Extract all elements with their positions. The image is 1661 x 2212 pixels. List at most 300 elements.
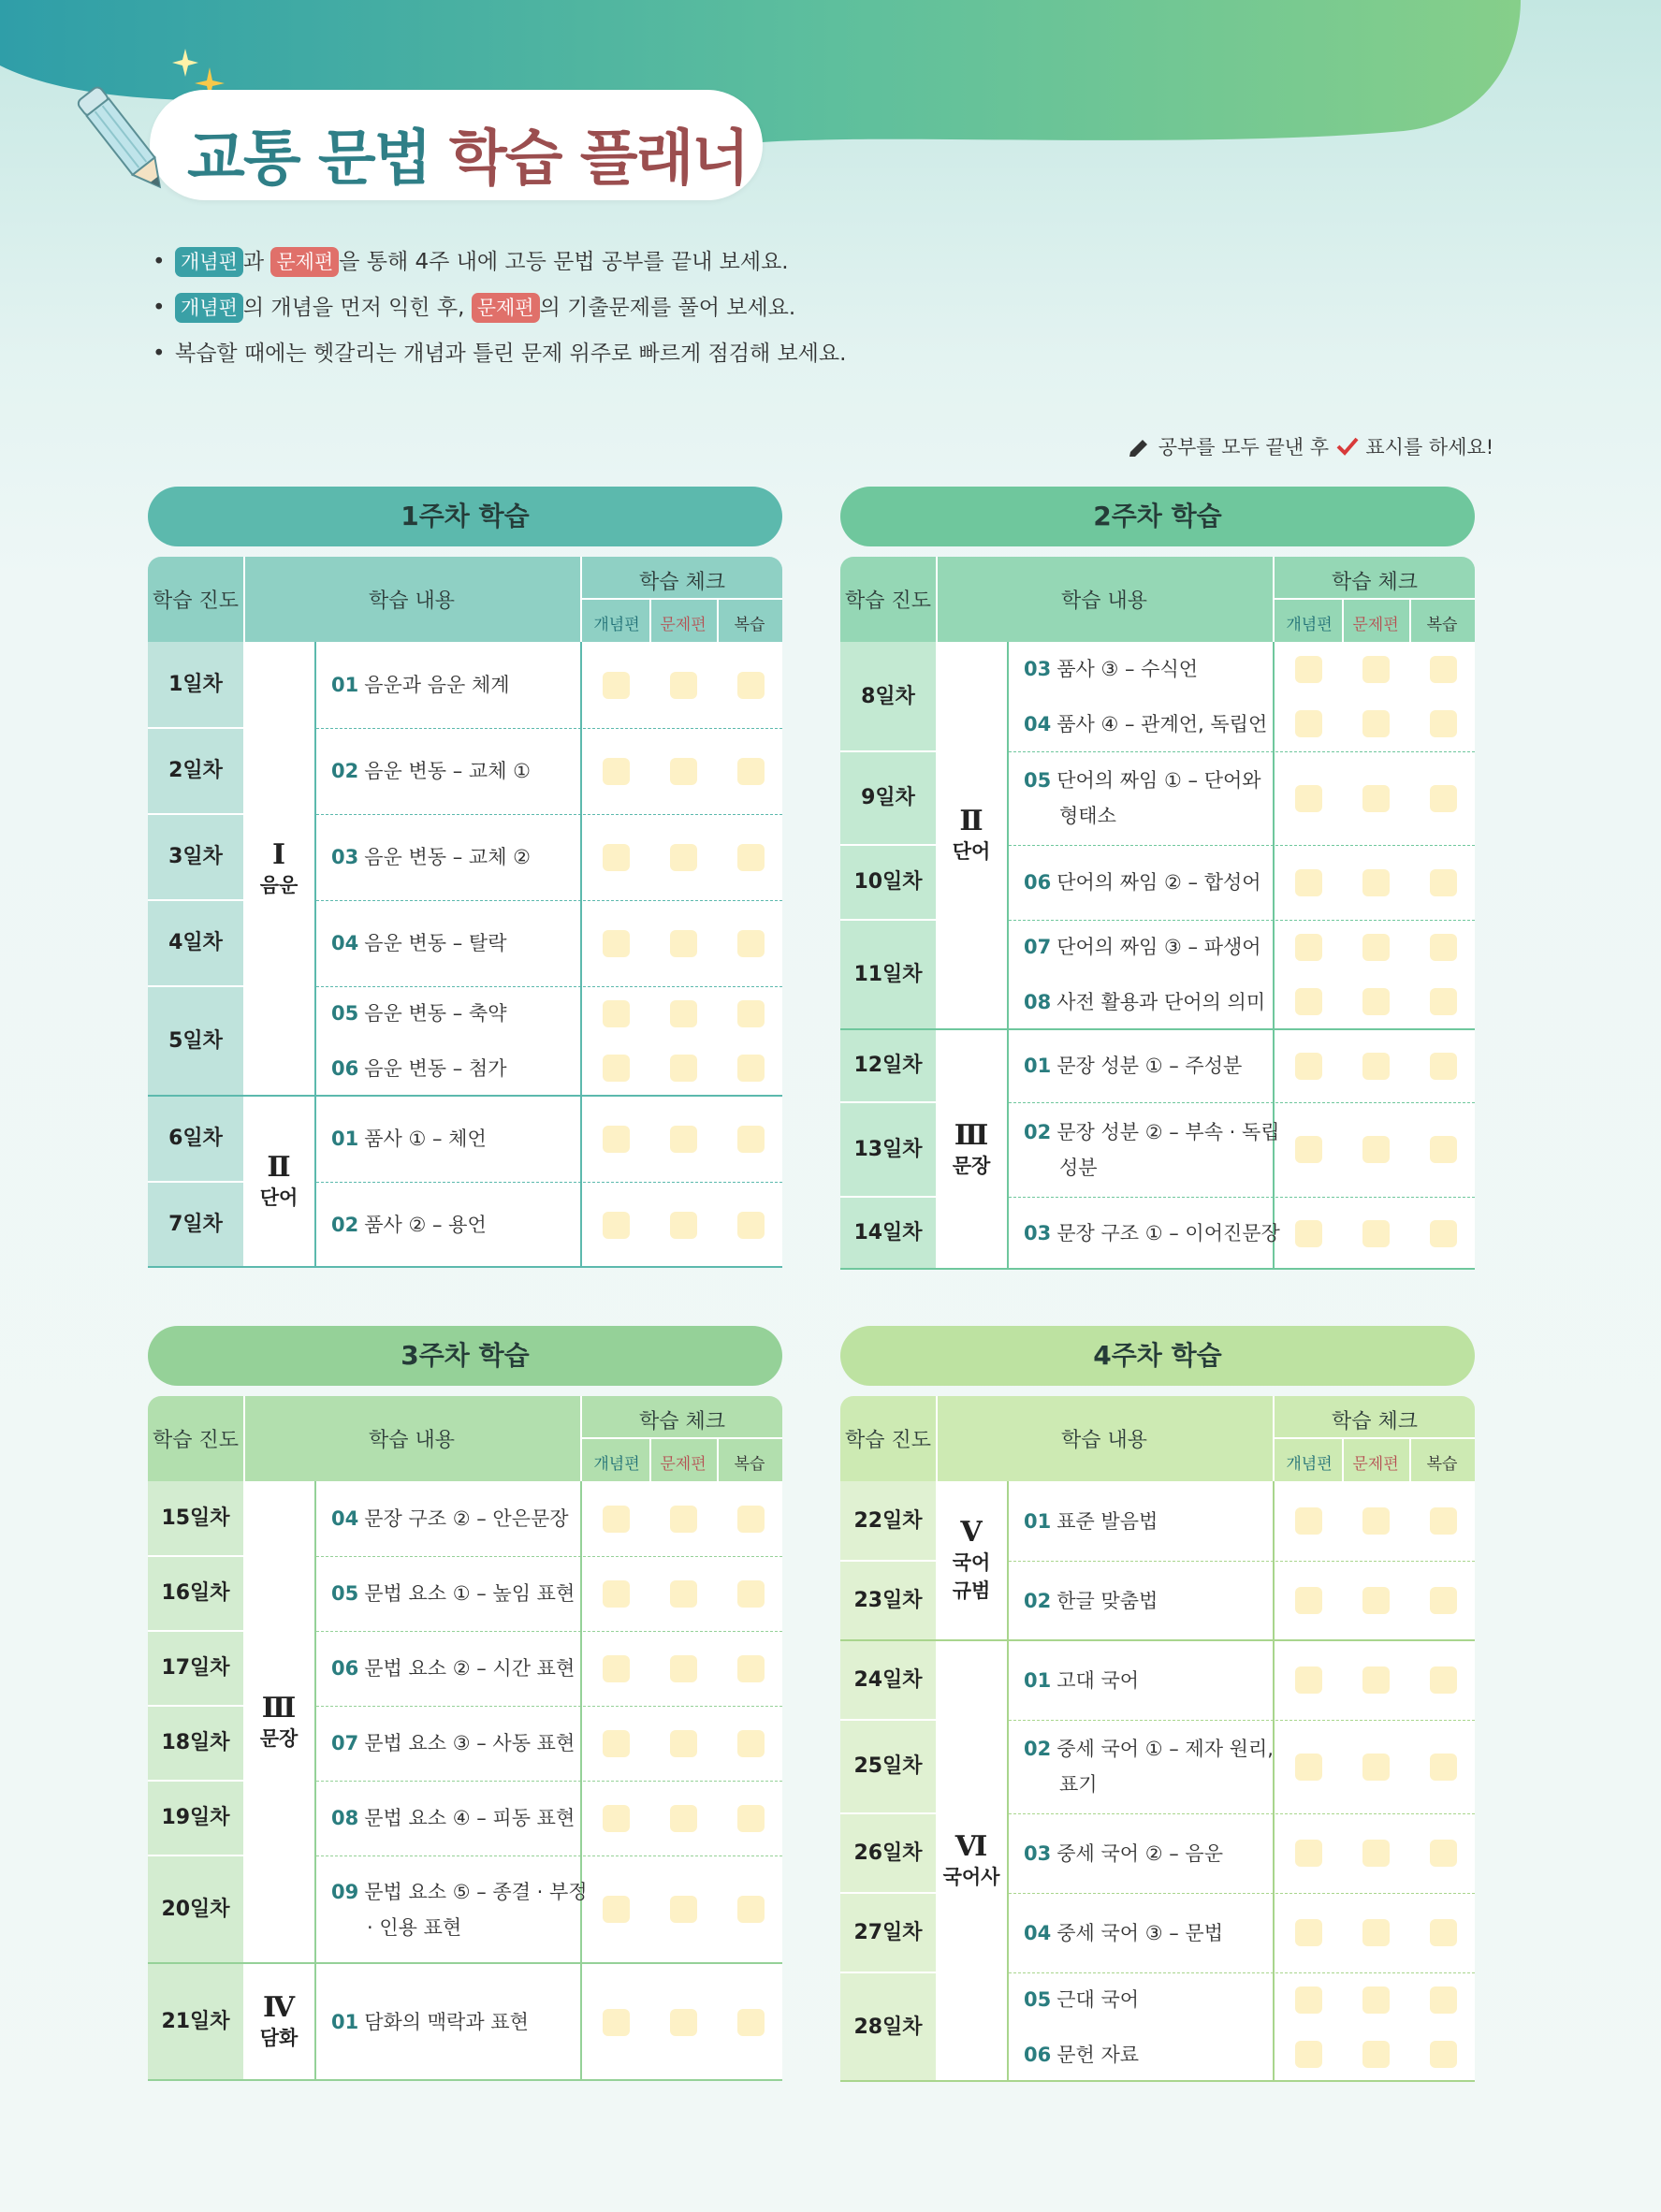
header-content: 학습 내용 [368, 1429, 455, 1452]
lesson-title: 담화의 맥락과 표현 [364, 2011, 529, 2033]
unit-name: 국어 [952, 1551, 991, 1574]
week-4-section [840, 1326, 1475, 2066]
lesson-item [1024, 2037, 1139, 2073]
problem-checkbox[interactable] [1362, 1666, 1390, 1694]
concept-checkbox[interactable] [1295, 1754, 1322, 1781]
day-cell: 11일차 [853, 963, 923, 986]
problem-checkbox[interactable] [670, 844, 697, 871]
header-divider [1342, 1439, 1344, 1481]
header-divider [649, 1439, 651, 1481]
concept-checkbox[interactable] [603, 1896, 630, 1923]
table-body [840, 1481, 1475, 2082]
day-cell: 8일차 [861, 685, 915, 708]
lesson-number: 02 [331, 1214, 359, 1236]
day-cell: 26일차 [853, 1841, 923, 1865]
week-title: 1주차 학습 [148, 487, 782, 546]
review-checkbox[interactable] [1430, 1220, 1457, 1247]
lesson-item [331, 753, 531, 789]
review-checkbox[interactable] [737, 2009, 765, 2036]
day-separator [148, 899, 243, 901]
problem-checkbox[interactable] [670, 1126, 697, 1153]
intro-text: 을 통해 4주 내에 고등 문법 공부를 끝내 보세요. [339, 250, 789, 274]
lesson-title-cont: 형태소 [1059, 805, 1116, 827]
header-concept: 개념편 [1286, 616, 1333, 634]
row-separator [316, 1781, 782, 1782]
problem-checkbox[interactable] [1362, 1507, 1390, 1535]
lesson-title: 문법 요소 ⑤ – 종결 · 부정 [364, 1880, 588, 1903]
row-separator [316, 1556, 782, 1557]
day-cell: 19일차 [161, 1806, 230, 1829]
day-separator [148, 1780, 243, 1782]
table-body [148, 642, 782, 1268]
lesson-title: 음운 변동 – 축약 [364, 1002, 507, 1026]
intro-item-1: • 개념편 과 문제편 을 통해 4주 내에 고등 문법 공부를 끝내 보세요. [153, 240, 1275, 285]
day-cell: 21일차 [161, 2010, 230, 2033]
problem-checkbox[interactable] [1362, 1136, 1390, 1163]
row-separator [1009, 1813, 1475, 1814]
problem-checkbox[interactable] [1362, 1754, 1390, 1781]
header-divider [1409, 1439, 1411, 1481]
day-cell: 28일차 [853, 2016, 923, 2039]
header-problem: 문제편 [1352, 616, 1399, 634]
row-separator [1009, 920, 1475, 921]
header-concept: 개념편 [593, 616, 640, 634]
day-separator [148, 1855, 243, 1856]
lesson-item [331, 1874, 588, 1945]
lesson-item [1024, 1048, 1242, 1084]
lesson-item [1024, 1583, 1158, 1619]
problem-checkbox[interactable] [1362, 1220, 1390, 1247]
checkmark-icon [1335, 436, 1360, 457]
page-title [187, 110, 748, 196]
day-separator [840, 1892, 936, 1894]
lesson-item [331, 667, 510, 703]
lesson-title: 품사 ① – 체언 [364, 1128, 487, 1150]
lesson-title: 문장 구조 ② – 안은문장 [364, 1507, 569, 1530]
header-review: 복습 [734, 616, 765, 634]
review-checkbox[interactable] [737, 1655, 765, 1682]
lesson-title: 문법 요소 ① – 높임 표현 [364, 1582, 576, 1605]
lesson-item [331, 1207, 487, 1243]
day-separator [840, 919, 936, 921]
row-separator [1009, 1893, 1475, 1894]
review-checkbox[interactable] [737, 930, 765, 957]
unit-name: 국어사 [942, 1866, 1000, 1888]
header-check: 학습 체크 [1331, 571, 1418, 594]
day-cell: 2일차 [168, 759, 223, 782]
header-divider [1275, 1437, 1475, 1439]
concept-checkbox[interactable] [1295, 656, 1322, 683]
concept-checkbox[interactable] [603, 844, 630, 871]
table-body [840, 642, 1475, 1270]
lesson-title: 사전 활용과 단어의 의미 [1056, 990, 1266, 1013]
concept-checkbox[interactable] [1295, 1919, 1322, 1946]
unit-numeral: Ⅲ [261, 1691, 297, 1724]
concept-checkbox[interactable] [603, 672, 630, 699]
unit-cell [936, 1029, 1007, 1270]
intro-item-2: • 개념편 의 개념을 먼저 익힌 후, 문제편 의 기출문제를 풀어 보세요. [153, 285, 1275, 331]
lesson-title: 중세 국어 ② – 음운 [1056, 1841, 1223, 1865]
lesson-number: 03 [1024, 1841, 1052, 1865]
lesson-item [331, 1051, 506, 1086]
header-concept: 개념편 [593, 1455, 640, 1474]
unit-numeral: Ⅴ [960, 1516, 983, 1549]
intro-text: 복습할 때에는 헷갈리는 개념과 틀린 문제 위주로 빠르게 점검해 보세요. [175, 342, 847, 366]
problem-checkbox[interactable] [1362, 934, 1390, 961]
concept-checkbox[interactable] [1295, 1587, 1322, 1614]
problem-tag: 문제편 [270, 247, 339, 277]
concept-checkbox[interactable] [603, 1580, 630, 1608]
intro-text: 과 [242, 250, 271, 274]
unit-name: 문장 [952, 1154, 991, 1177]
review-checkbox[interactable] [737, 1805, 765, 1832]
review-checkbox[interactable] [1430, 1666, 1457, 1694]
lesson-title: 음운 변동 – 탈락 [364, 932, 507, 954]
lesson-item [331, 2004, 529, 2040]
lesson-item [331, 996, 506, 1031]
problem-checkbox[interactable] [670, 1730, 697, 1757]
problem-tag: 문제편 [472, 293, 540, 323]
intro-text: 의 개념을 먼저 익힌 후, [242, 296, 472, 320]
review-checkbox[interactable] [737, 844, 765, 871]
day-cell: 17일차 [161, 1656, 230, 1680]
table-header [148, 557, 782, 642]
lesson-number: 08 [1024, 990, 1052, 1013]
lesson-title: 품사 ③ – 수식언 [1056, 658, 1199, 681]
lesson-number: 02 [331, 760, 359, 782]
day-cell: 15일차 [161, 1506, 230, 1530]
lesson-number: 05 [331, 1582, 359, 1605]
lesson-number: 01 [1024, 1055, 1052, 1077]
problem-checkbox[interactable] [670, 1805, 697, 1832]
header-divider [582, 1437, 782, 1439]
problem-checkbox[interactable] [670, 672, 697, 699]
lesson-title: 음운 변동 – 첨가 [364, 1056, 507, 1080]
problem-checkbox[interactable] [670, 1580, 697, 1608]
row-separator [1009, 1561, 1475, 1562]
lesson-number: 06 [331, 1056, 359, 1080]
unit-numeral: Ⅱ [959, 805, 983, 837]
row-separator [1009, 1197, 1475, 1198]
week-title: 3주차 학습 [148, 1326, 782, 1386]
review-checkbox[interactable] [1430, 785, 1457, 812]
pencil-icon [73, 73, 176, 204]
concept-checkbox[interactable] [603, 758, 630, 785]
concept-checkbox[interactable] [1295, 1666, 1322, 1694]
concept-checkbox[interactable] [1295, 869, 1322, 896]
unit-divider [314, 642, 316, 1268]
review-checkbox[interactable] [737, 1896, 765, 1923]
problem-checkbox[interactable] [1362, 1919, 1390, 1946]
day-separator [840, 1812, 936, 1814]
unit-numeral: Ⅳ [262, 1991, 296, 2024]
problem-checkbox[interactable] [670, 1000, 697, 1027]
day-separator [148, 985, 243, 987]
lesson-title: 단어의 짜임 ③ – 파생어 [1056, 936, 1261, 959]
header-divider [243, 557, 245, 642]
lesson-item [1024, 929, 1261, 965]
lesson-item [331, 839, 531, 875]
header-progress: 학습 진도 [844, 1429, 931, 1452]
review-checkbox[interactable] [1430, 1919, 1457, 1946]
concept-checkbox[interactable] [603, 1055, 630, 1082]
lesson-item [1024, 1836, 1223, 1871]
problem-checkbox[interactable] [1362, 869, 1390, 896]
review-checkbox[interactable] [1430, 1840, 1457, 1867]
header-progress: 학습 진도 [844, 589, 931, 613]
concept-checkbox[interactable] [603, 1212, 630, 1239]
problem-checkbox[interactable] [670, 1655, 697, 1682]
table-header [148, 1396, 782, 1481]
row-separator [1009, 1720, 1475, 1721]
problem-checkbox[interactable] [1362, 1986, 1390, 2014]
unit-cell [936, 1640, 1007, 2082]
problem-checkbox[interactable] [670, 1212, 697, 1239]
day-cell: 25일차 [853, 1754, 923, 1778]
lesson-item [1024, 1504, 1158, 1539]
review-checkbox[interactable] [1430, 1507, 1457, 1535]
problem-checkbox[interactable] [1362, 1840, 1390, 1867]
row-separator [1009, 1972, 1475, 1973]
problem-checkbox[interactable] [670, 1506, 697, 1533]
day-separator [840, 1972, 936, 1973]
problem-checkbox[interactable] [1362, 2041, 1390, 2068]
lesson-number: 06 [1024, 2043, 1052, 2066]
review-checkbox[interactable] [737, 1730, 765, 1757]
concept-checkbox[interactable] [603, 930, 630, 957]
lesson-number: 03 [1024, 658, 1052, 681]
review-checkbox[interactable] [1430, 1986, 1457, 2014]
concept-checkbox[interactable] [603, 1000, 630, 1027]
header-progress: 학습 진도 [152, 1429, 239, 1452]
concept-checkbox[interactable] [603, 2009, 630, 2036]
lesson-number: 07 [1024, 936, 1052, 959]
day-separator [840, 750, 936, 752]
day-cell: 20일차 [161, 1898, 230, 1921]
day-cell: 12일차 [853, 1054, 923, 1077]
lesson-number: 07 [331, 1732, 359, 1754]
table-body [148, 1481, 782, 2081]
concept-checkbox[interactable] [1295, 1136, 1322, 1163]
problem-checkbox[interactable] [670, 758, 697, 785]
problem-checkbox[interactable] [1362, 785, 1390, 812]
concept-checkbox[interactable] [1295, 785, 1322, 812]
lesson-item [1024, 706, 1267, 742]
lesson-item [1024, 1215, 1280, 1251]
review-checkbox[interactable] [1430, 1754, 1457, 1781]
lesson-item [331, 1800, 575, 1836]
lesson-title: 음운 변동 – 교체 ① [364, 760, 531, 782]
week-title: 2주차 학습 [840, 487, 1475, 546]
header-problem: 문제편 [660, 616, 707, 634]
problem-checkbox[interactable] [1362, 1053, 1390, 1080]
week-1-section [148, 487, 782, 1236]
problem-checkbox[interactable] [670, 1055, 697, 1082]
review-checkbox[interactable] [737, 1212, 765, 1239]
header-review: 복습 [734, 1455, 765, 1474]
lesson-title: 문장 성분 ② – 부속 · 독립 [1056, 1120, 1280, 1143]
header-divider [582, 598, 782, 600]
lesson-number: 01 [331, 1128, 359, 1150]
lesson-item [1024, 1114, 1280, 1186]
problem-checkbox[interactable] [1362, 1587, 1390, 1614]
unit-divider [1007, 1481, 1009, 2082]
concept-checkbox[interactable] [603, 1506, 630, 1533]
concept-checkbox[interactable] [603, 1805, 630, 1832]
concept-checkbox[interactable] [603, 1655, 630, 1682]
day-separator [148, 813, 243, 815]
unit-cell [243, 1096, 314, 1268]
row-separator [1009, 1102, 1475, 1103]
note-text-before: 공부를 모두 끝낸 후 [1158, 436, 1330, 458]
header-divider [1275, 598, 1475, 600]
day-cell: 6일차 [168, 1127, 223, 1150]
lesson-title: 중세 국어 ① – 제자 원리, [1056, 1738, 1274, 1760]
lesson-item [331, 925, 506, 961]
title-part1: 교통 문법 [187, 124, 430, 194]
lesson-item [1024, 1982, 1139, 2017]
lesson-number: 03 [1024, 1222, 1052, 1244]
day-cell: 5일차 [168, 1029, 223, 1053]
lesson-title: 음운 변동 – 교체 ② [364, 846, 531, 868]
row-separator [316, 1855, 782, 1856]
day-cell: 27일차 [853, 1921, 923, 1944]
week-title: 4주차 학습 [840, 1326, 1475, 1386]
review-checkbox[interactable] [1430, 934, 1457, 961]
day-cell: 14일차 [853, 1221, 923, 1244]
review-checkbox[interactable] [737, 1506, 765, 1533]
review-checkbox[interactable] [1430, 656, 1457, 683]
day-cell: 24일차 [853, 1668, 923, 1692]
review-checkbox[interactable] [1430, 1587, 1457, 1614]
problem-checkbox[interactable] [670, 930, 697, 957]
concept-tag: 개념편 [175, 293, 243, 323]
day-separator [840, 1719, 936, 1721]
review-checkbox[interactable] [1430, 1136, 1457, 1163]
unit-numeral: Ⅲ [954, 1118, 989, 1152]
review-checkbox[interactable] [737, 758, 765, 785]
header-problem: 문제편 [660, 1455, 707, 1474]
header-divider [1409, 600, 1411, 642]
header-problem: 문제편 [1352, 1455, 1399, 1474]
lesson-title: 표준 발음법 [1056, 1509, 1158, 1533]
header-divider [1342, 600, 1344, 642]
lesson-number: 06 [331, 1657, 359, 1680]
review-checkbox[interactable] [1430, 869, 1457, 896]
lesson-number: 08 [331, 1807, 359, 1829]
lesson-title-cont: 성분 [1059, 1156, 1098, 1179]
lesson-title: 음운과 음운 체계 [364, 674, 510, 696]
review-checkbox[interactable] [737, 1055, 765, 1082]
lesson-number: 04 [1024, 1921, 1052, 1944]
review-checkbox[interactable] [737, 1580, 765, 1608]
lesson-title: 문법 요소 ④ – 피동 표현 [364, 1807, 576, 1829]
review-checkbox[interactable] [1430, 988, 1457, 1015]
day-cell: 16일차 [161, 1581, 230, 1605]
concept-checkbox[interactable] [1295, 1053, 1322, 1080]
concept-checkbox[interactable] [1295, 988, 1322, 1015]
lesson-item [331, 1576, 575, 1611]
lesson-item [1024, 1731, 1274, 1802]
review-checkbox[interactable] [1430, 1053, 1457, 1080]
lesson-item [331, 1725, 575, 1761]
day-cell: 4일차 [168, 931, 223, 954]
row-separator [316, 1182, 782, 1183]
problem-checkbox[interactable] [670, 2009, 697, 2036]
lesson-number: 04 [331, 932, 359, 954]
lesson-title: 근대 국어 [1056, 1988, 1140, 2012]
concept-checkbox[interactable] [1295, 934, 1322, 961]
concept-checkbox[interactable] [1295, 2041, 1322, 2068]
day-cell: 23일차 [853, 1589, 923, 1612]
lesson-item [331, 1651, 575, 1686]
note-text-after: 표시를 하세요! [1365, 436, 1494, 458]
row-separator [1009, 845, 1475, 846]
unit-name: 문장 [259, 1726, 299, 1750]
concept-checkbox[interactable] [1295, 710, 1322, 737]
header-divider [936, 557, 938, 642]
problem-checkbox[interactable] [1362, 710, 1390, 737]
lesson-number: 05 [331, 1002, 359, 1026]
problem-checkbox[interactable] [670, 1896, 697, 1923]
week-2-section [840, 487, 1475, 1244]
row-separator [316, 986, 782, 987]
lesson-number: 02 [1024, 1589, 1052, 1612]
problem-checkbox[interactable] [1362, 656, 1390, 683]
review-checkbox[interactable] [1430, 710, 1457, 737]
unit-name: 담화 [259, 2027, 299, 2049]
day-separator [840, 844, 936, 846]
lesson-title: 한글 맞춤법 [1056, 1589, 1158, 1612]
concept-checkbox[interactable] [1295, 1986, 1322, 2014]
unit-cell [243, 1481, 314, 1963]
row-separator [316, 1706, 782, 1707]
lesson-title: 단어의 짜임 ① – 단어와 [1056, 769, 1261, 792]
lesson-number: 01 [1024, 1509, 1052, 1533]
review-checkbox[interactable] [737, 1126, 765, 1153]
problem-checkbox[interactable] [1362, 988, 1390, 1015]
review-checkbox[interactable] [737, 672, 765, 699]
day-separator [148, 1555, 243, 1557]
lesson-title-cont: · 인용 표현 [367, 1915, 462, 1939]
header-content: 학습 내용 [1060, 589, 1147, 613]
lesson-item [1024, 763, 1261, 834]
concept-checkbox[interactable] [1295, 1507, 1322, 1535]
unit-name-cont: 규범 [952, 1579, 991, 1602]
lesson-title: 문법 요소 ② – 시간 표현 [364, 1657, 576, 1680]
title-box [150, 90, 763, 200]
unit-numeral: Ⅱ [267, 1151, 291, 1184]
lesson-title: 단어의 짜임 ② – 합성어 [1056, 871, 1261, 894]
header-concept: 개념편 [1286, 1455, 1333, 1474]
review-checkbox[interactable] [1430, 2041, 1457, 2068]
unit-cell [936, 1481, 1007, 1640]
lesson-number: 01 [1024, 1668, 1052, 1692]
unit-divider [1007, 642, 1009, 1270]
lesson-title: 품사 ④ – 관계언, 독립언 [1056, 712, 1268, 735]
day-cell: 1일차 [168, 673, 223, 696]
review-checkbox[interactable] [737, 1000, 765, 1027]
day-cell: 13일차 [853, 1138, 923, 1161]
header-review: 복습 [1426, 616, 1458, 634]
lesson-item [1024, 1915, 1223, 1951]
concept-checkbox[interactable] [603, 1126, 630, 1153]
lesson-item [331, 1501, 569, 1536]
concept-checkbox[interactable] [603, 1730, 630, 1757]
header-content: 학습 내용 [1060, 1429, 1147, 1452]
concept-checkbox[interactable] [1295, 1840, 1322, 1867]
concept-checkbox[interactable] [1295, 1220, 1322, 1247]
